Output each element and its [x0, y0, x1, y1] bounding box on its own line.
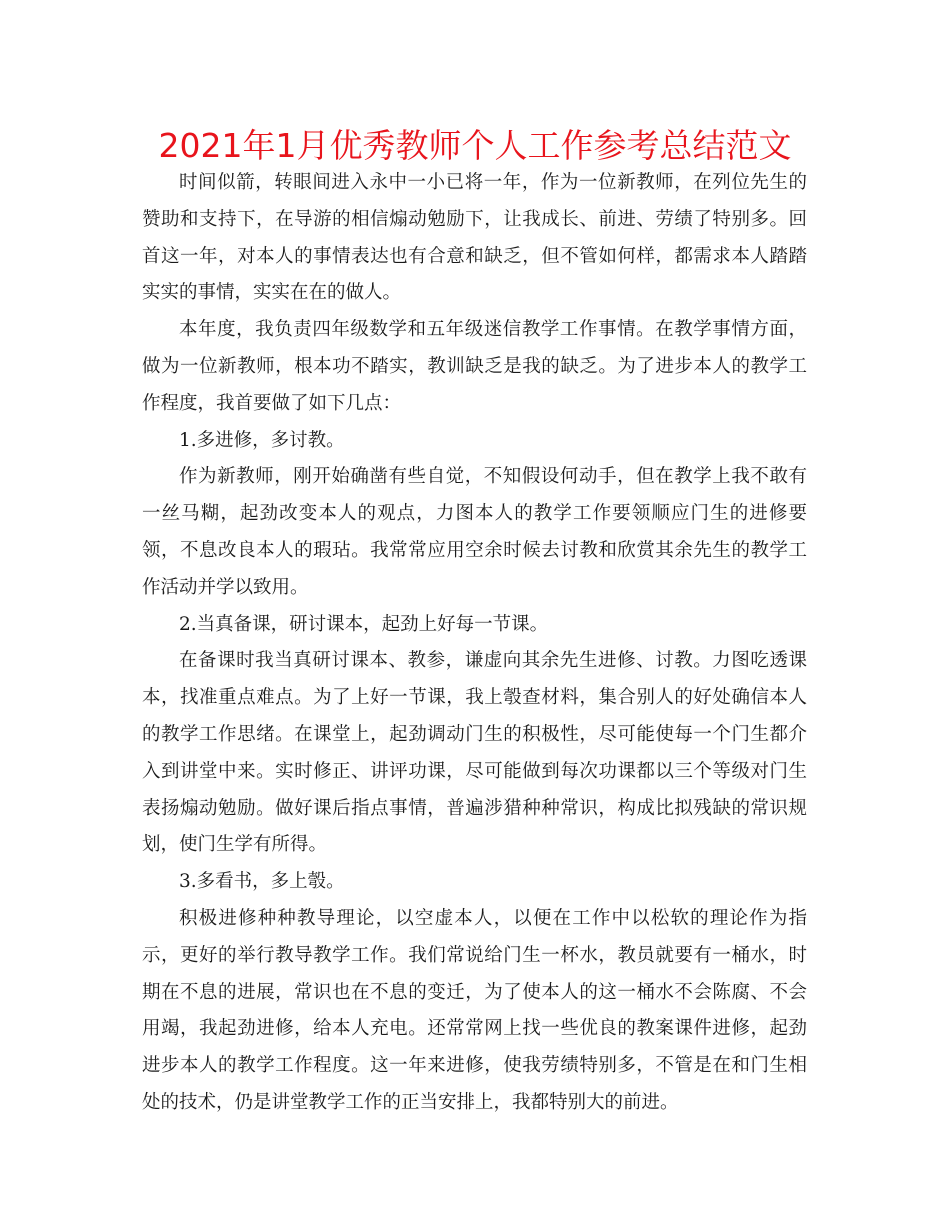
document-title: 2021年1月优秀教师个人工作参考总结范文 — [158, 126, 792, 165]
paragraph-section-3: 积极进修种种教导理论，以空虚本人，以便在工作中以松软的理论作为指示，更好的举行教导教学工作。我们常说给门生一杯水，教员就要有一桶水，时期在不息的进展，常识也在不息的变迁，为了使本人的这一桶水不会陈腐、不会用竭，我起劲进修，给本人充电。还常常网上找一些优良的教案课件进修，起劲进步本人的教学工作程度。这一年来进修，使我劳绩特别多，不管是在和门生相处的技术，仍是讲堂教学工作的正当安排上，我都特别大的前进。 — [142, 907, 807, 1113]
section-heading-1: 1.多进修，多讨教。 — [179, 429, 345, 451]
section-heading-3: 3.多看书，多上彀。 — [179, 871, 345, 893]
paragraph-section-1: 作为新教师，刚开始确凿有些自觉，不知假设何动手，但在教学上我不敢有一丝马糊，起劲改变本人的观点，力图本人的教学工作要领顺应门生的进修要领，不息改良本人的瑕玷。我常常应用空余时候去讨教和欣赏其余先生的教学工作活动并学以致用。 — [142, 466, 807, 598]
paragraph-intro: 时间似箭，转眼间进入永中一小已将一年，作为一位新教师，在列位先生的赞助和支持下，在导游的相信煽动勉励下，让我成长、前进、劳绩了特别多。回首这一年，对本人的事情表达也有合意和缺乏，但不管如何样，都需求本人踏踏实实的事情，实实在在的做人。 — [142, 172, 807, 304]
document-body — [142, 165, 807, 1122]
section-heading-2: 2.当真备课，研讨课本，起劲上好每一节课。 — [179, 613, 549, 635]
paragraph-section-2: 在备课时我当真研讨课本、教参，谦虚向其余先生进修、讨教。力图吃透课本，找准重点难点。为了上好一节课，我上彀查材料，集合别人的好处确信本人的教学工作思绪。在课堂上，起劲调动门生的积极性，尽可能使每一个门生都介入到讲堂中来。实时修正、讲评功课，尽可能做到每次功课都以三个等级对门生表扬煽动勉励。做好课后指点事情，普遍涉猎种种常识，构成比拟残缺的常识规划，使门生学有所得。 — [142, 650, 807, 856]
paragraph-annual-duties: 本年度，我负责四年级数学和五年级迷信教学工作事情。在教学事情方面，做为一位新教师，根本功不踏实，教训缺乏是我的缺乏。为了进步本人的教学工作程度，我首要做了如下几点： — [142, 319, 807, 414]
